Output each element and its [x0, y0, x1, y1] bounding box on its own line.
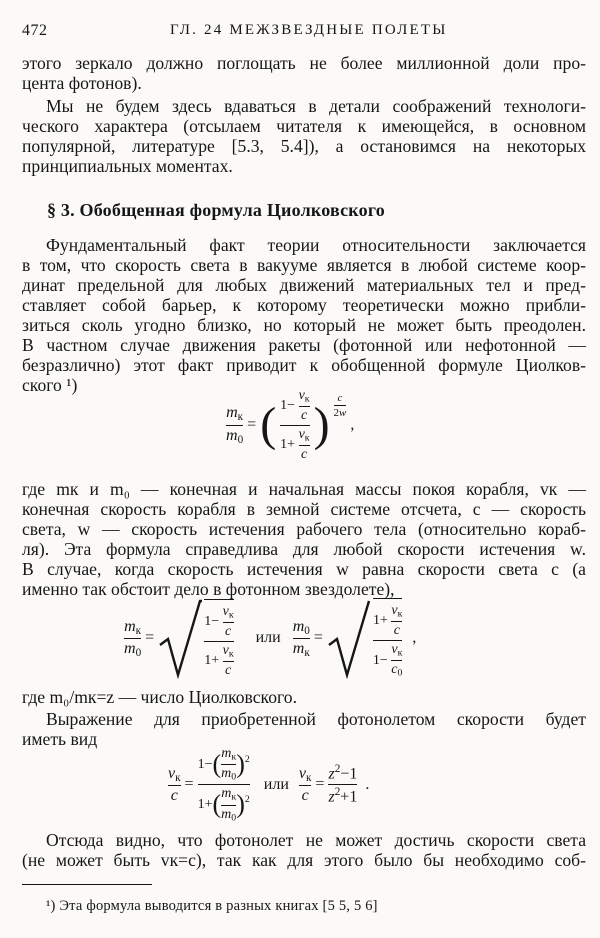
fraction-velocity-ratio: 1− $\frac{v_к}{c}$ 1+ $\frac{v_к}{c}$	[280, 388, 310, 462]
text-line: ческого характера (отсылаем читателя к имеющейся, в основном	[22, 116, 586, 136]
footnote	[46, 898, 378, 915]
text-line: В частном случае движения ракеты (фотонной или нефотонной —	[22, 335, 586, 355]
text-line: именно так обстоит дело в фотонном звездолете),	[22, 579, 395, 599]
running-head: ГЛ. 24 МЕЖЗВЕЗДНЫЕ ПОЛЕТЫ	[170, 22, 448, 38]
exponent-c-over-2w: $\frac{c}{2w}$	[333, 391, 347, 419]
fraction-m0-over-mk: $\frac{m_0}{m_к}$	[292, 617, 310, 659]
fraction-vk-over-c-2: $\frac{v_к}{c}$	[298, 765, 312, 805]
paragraph-tsiolkovsky-number	[22, 688, 586, 708]
text-line: принципиальных моментах.	[22, 156, 233, 176]
page-number: 472	[22, 22, 48, 39]
text-line: В случае, когда скорость истечения w равна скорости света c (а	[22, 559, 586, 579]
text-line: ского ¹)	[22, 375, 78, 395]
fraction-mass-squared: 1−( $\frac{m_к}{m_0}$ )$^2$ 1+( $\frac{m_к}{m_0}$ )$^2$	[197, 746, 250, 824]
text-line: где mк и m₀ — конечная и начальная массы покоя корабля, vк —	[22, 479, 586, 499]
fraction-vk-over-c: $\frac{v_к}{c}$	[168, 765, 181, 805]
text-line: этого зеркало должно поглощать не более миллионной доли про-	[22, 53, 586, 73]
formula-tsiolkovsky: $\frac{m_к}{m_0}$ = ( 1− $\frac{v_к}{c}$ 1+ $\frac{v_к}{c}$ ) $\frac{c}{2w}$ ,	[226, 388, 355, 462]
text-line: (не может быть vк=c), так как для этого было бы необходимо соб-	[22, 850, 586, 870]
footnote-divider	[22, 884, 152, 885]
text-line: Фундаментальный факт теории относительности заключается	[46, 235, 586, 255]
footnote-marker: ¹)	[46, 898, 56, 914]
text-line: Отсюда видно, что фотонолет не может достичь скорости света	[46, 830, 586, 850]
sqrt-fraction-1: 1− $\frac{v_к}{c}$ 1+ $\frac{v_к}{c}$	[204, 599, 233, 678]
fraction-mk-over-m0: $\frac{m_к}{m_0}$	[124, 617, 142, 659]
square-root-sign	[327, 599, 371, 679]
section-heading: § 3. Обобщенная формула Циолковского	[47, 200, 385, 220]
paragraph-continuation	[22, 54, 586, 94]
paragraph-conclusion	[22, 831, 586, 871]
text-line: в том, что скорость света в вакууме является в любой системе коор-	[22, 255, 586, 275]
text-line: света, w — скорость истечения рабочего тела (относительно кораб-	[22, 519, 586, 539]
text-line: зиться сколь угодно близко, но который не может быть преодолен.	[22, 315, 586, 335]
text-line: Выражение для приобретенной фотонолетом скорости будет	[46, 709, 586, 729]
text-line: динат предельной для любых движений материальных тел и пред-	[22, 275, 586, 295]
text-line: цента фотонов).	[22, 73, 142, 93]
paragraph-velocity-expression	[22, 710, 586, 750]
paragraph-fundamental-fact	[22, 236, 586, 396]
text-line: ставляет собой барьер, к которому теоретически можно прибли-	[22, 295, 586, 315]
fraction-z-squared: $\frac{z^2-1}{z^2+1}$	[328, 763, 358, 807]
paragraph-technical	[22, 97, 586, 177]
text-line: иметь вид	[22, 729, 98, 749]
square-root-sign	[158, 599, 202, 679]
text-line: конечная скорость корабля в земной системе отсчета, c — скорость	[22, 499, 586, 519]
sqrt-fraction-2: 1+ $\frac{v_к}{c}$ 1− $\frac{v_к}{c_0}$	[373, 598, 403, 679]
text-line: безразлично) этот факт приводит к обобщенной формуле Циолков-	[22, 355, 586, 375]
formula-photon-rocket: $\frac{m_к}{m_0}$ = 1− $\frac{v_к}{c}$ 1+ $\frac{v_к}{c}$ или $\frac{m_0}{m_к}$ = 1+ $\frac{v_к}{c}$ 1− $\frac{v_к}{c_0}$ ,	[124, 598, 416, 679]
text-line: ля). Эта формула справедлива для любой скорости истечения w.	[22, 539, 586, 559]
footnote-text: Эта формула выводится в разных книгах [5 5, 5 6]	[59, 898, 378, 914]
text-line: популярной, литературе [5.3, 5.4]), а остановимся на некоторых	[22, 136, 586, 156]
text-line: Мы не будем здесь вдаваться в детали соображений технологи-	[46, 96, 586, 116]
formula-acquired-velocity: $\frac{v_к}{c}$ = 1−( $\frac{m_к}{m_0}$ )$^2$ 1+( $\frac{m_к}{m_0}$ )$^2$ или $\frac{v_к}{c}$ = $\frac{z^2-1}{z^2+1}$ .	[168, 746, 370, 824]
text-line: где m₀/mк=z — число Циолковского.	[22, 687, 297, 707]
paragraph-definitions	[22, 480, 586, 600]
fraction-mass-ratio: $\frac{m_к}{m_0}$	[226, 404, 244, 446]
